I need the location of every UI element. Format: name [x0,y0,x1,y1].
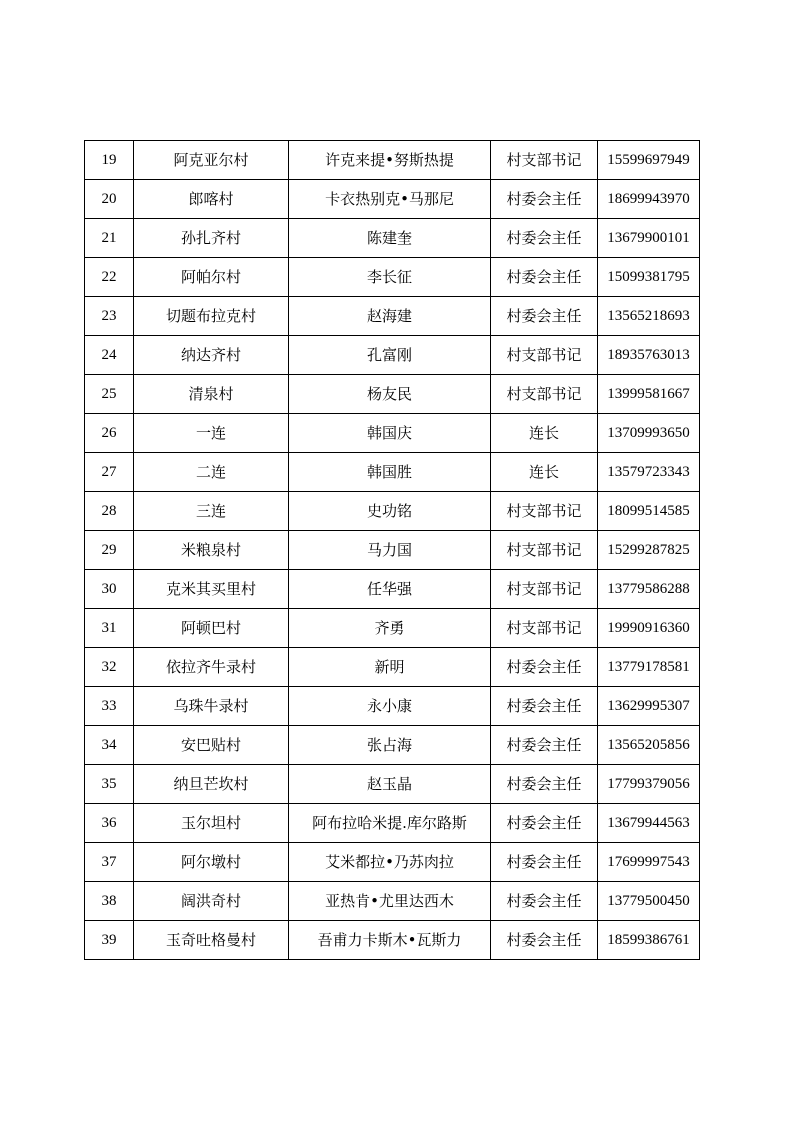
phone-number-cell: 15099381795 [598,258,700,297]
table-row [85,843,700,882]
job-title-cell: 村委会主任 [491,921,598,960]
row-number-cell: 26 [85,414,134,453]
job-title-cell: 村支部书记 [491,375,598,414]
phone-number-cell: 13779178581 [598,648,700,687]
village-name-cell: 孙扎齐村 [134,219,289,258]
village-name-cell: 阿尔墩村 [134,843,289,882]
table-row [85,921,700,960]
phone-number-cell: 13779586288 [598,570,700,609]
row-number-cell: 19 [85,141,134,180]
row-number-cell: 20 [85,180,134,219]
person-name-cell: 齐勇 [289,609,491,648]
row-number-cell: 39 [85,921,134,960]
table-row [85,648,700,687]
phone-number-cell: 13579723343 [598,453,700,492]
job-title-cell: 村支部书记 [491,609,598,648]
village-name-cell: 玉尔坦村 [134,804,289,843]
phone-number-cell: 13629995307 [598,687,700,726]
person-name-cell: 吾甫力卡斯木•瓦斯力 [289,921,491,960]
village-name-cell: 阔洪奇村 [134,882,289,921]
row-number-cell: 38 [85,882,134,921]
village-name-cell: 纳达齐村 [134,336,289,375]
phone-number-cell: 17799379056 [598,765,700,804]
person-name-cell: 永小康 [289,687,491,726]
row-number-cell: 27 [85,453,134,492]
job-title-cell: 村委会主任 [491,297,598,336]
table-row [85,336,700,375]
job-title-cell: 村支部书记 [491,141,598,180]
job-title-cell: 村委会主任 [491,726,598,765]
row-number-cell: 21 [85,219,134,258]
job-title-cell: 村委会主任 [491,804,598,843]
person-name-cell: 陈建奎 [289,219,491,258]
table-row [85,141,700,180]
row-number-cell: 37 [85,843,134,882]
phone-number-cell: 13709993650 [598,414,700,453]
table-row [85,180,700,219]
village-name-cell: 切题布拉克村 [134,297,289,336]
person-name-cell: 史功铭 [289,492,491,531]
person-name-cell: 赵海建 [289,297,491,336]
job-title-cell: 村支部书记 [491,336,598,375]
table-row [85,882,700,921]
table-row [85,726,700,765]
village-name-cell: 二连 [134,453,289,492]
table-row [85,414,700,453]
phone-number-cell: 18099514585 [598,492,700,531]
village-name-cell: 阿帕尔村 [134,258,289,297]
village-contact-table [84,140,700,960]
row-number-cell: 23 [85,297,134,336]
village-name-cell: 玉奇吐格曼村 [134,921,289,960]
table-row [85,687,700,726]
job-title-cell: 村委会主任 [491,882,598,921]
table-row [85,492,700,531]
person-name-cell: 阿布拉哈米提.库尔路斯 [289,804,491,843]
phone-number-cell: 13679944563 [598,804,700,843]
person-name-cell: 亚热肯•尤里达西木 [289,882,491,921]
village-name-cell: 纳旦芒坎村 [134,765,289,804]
table-row [85,219,700,258]
job-title-cell: 村委会主任 [491,687,598,726]
phone-number-cell: 13999581667 [598,375,700,414]
person-name-cell: 杨友民 [289,375,491,414]
person-name-cell: 李长征 [289,258,491,297]
person-name-cell: 艾米都拉•乃苏肉拉 [289,843,491,882]
person-name-cell: 新明 [289,648,491,687]
phone-number-cell: 18699943970 [598,180,700,219]
row-number-cell: 35 [85,765,134,804]
phone-number-cell: 13679900101 [598,219,700,258]
village-name-cell: 一连 [134,414,289,453]
table-row [85,297,700,336]
village-name-cell: 阿顿巴村 [134,609,289,648]
table-row [85,258,700,297]
village-name-cell: 克米其买里村 [134,570,289,609]
table-row [85,804,700,843]
table-body [85,141,700,960]
phone-number-cell: 15299287825 [598,531,700,570]
job-title-cell: 村委会主任 [491,843,598,882]
table-row [85,531,700,570]
row-number-cell: 32 [85,648,134,687]
row-number-cell: 24 [85,336,134,375]
row-number-cell: 34 [85,726,134,765]
job-title-cell: 村委会主任 [491,765,598,804]
person-name-cell: 孔富刚 [289,336,491,375]
village-name-cell: 依拉齐牛录村 [134,648,289,687]
phone-number-cell: 18935763013 [598,336,700,375]
phone-number-cell: 15599697949 [598,141,700,180]
job-title-cell: 连长 [491,453,598,492]
person-name-cell: 许克来提•努斯热提 [289,141,491,180]
table-row [85,765,700,804]
job-title-cell: 连长 [491,414,598,453]
table-row [85,570,700,609]
row-number-cell: 22 [85,258,134,297]
row-number-cell: 33 [85,687,134,726]
job-title-cell: 村委会主任 [491,219,598,258]
person-name-cell: 韩国庆 [289,414,491,453]
village-name-cell: 三连 [134,492,289,531]
row-number-cell: 25 [85,375,134,414]
phone-number-cell: 18599386761 [598,921,700,960]
job-title-cell: 村支部书记 [491,570,598,609]
village-name-cell: 清泉村 [134,375,289,414]
village-name-cell: 乌珠牛录村 [134,687,289,726]
phone-number-cell: 13565218693 [598,297,700,336]
phone-number-cell: 17699997543 [598,843,700,882]
table-row [85,453,700,492]
person-name-cell: 卡衣热别克•马那尼 [289,180,491,219]
job-title-cell: 村委会主任 [491,258,598,297]
phone-number-cell: 13565205856 [598,726,700,765]
phone-number-cell: 13779500450 [598,882,700,921]
person-name-cell: 赵玉晶 [289,765,491,804]
table-row [85,375,700,414]
person-name-cell: 张占海 [289,726,491,765]
person-name-cell: 马力国 [289,531,491,570]
row-number-cell: 36 [85,804,134,843]
row-number-cell: 29 [85,531,134,570]
person-name-cell: 任华强 [289,570,491,609]
row-number-cell: 28 [85,492,134,531]
row-number-cell: 30 [85,570,134,609]
row-number-cell: 31 [85,609,134,648]
table-row [85,609,700,648]
village-name-cell: 米粮泉村 [134,531,289,570]
job-title-cell: 村支部书记 [491,492,598,531]
phone-number-cell: 19990916360 [598,609,700,648]
village-name-cell: 郎喀村 [134,180,289,219]
village-name-cell: 安巴贴村 [134,726,289,765]
job-title-cell: 村支部书记 [491,531,598,570]
person-name-cell: 韩国胜 [289,453,491,492]
village-name-cell: 阿克亚尔村 [134,141,289,180]
job-title-cell: 村委会主任 [491,648,598,687]
job-title-cell: 村委会主任 [491,180,598,219]
